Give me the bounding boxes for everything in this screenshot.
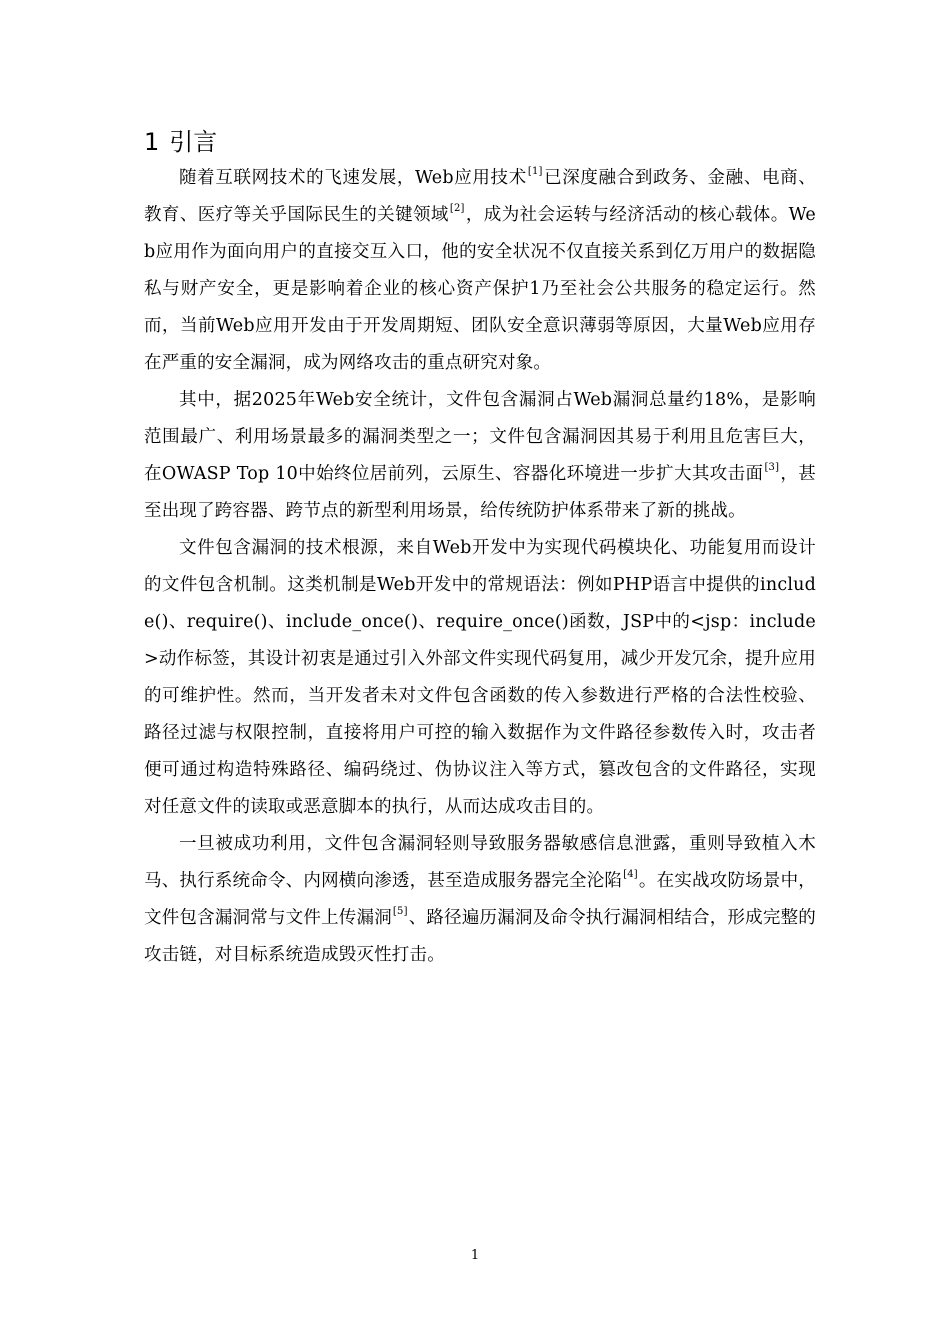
- citation-marker[interactable]: [4]: [623, 869, 638, 880]
- section-number: 1: [144, 128, 160, 156]
- citation-marker[interactable]: [2]: [449, 203, 465, 214]
- paragraph-text: ，成为社会运转与经济活动的核心载体。Web应用作为面向用户的直接交互入口，他的安全状况不仅直接关系到亿万用户的数据隐私与财产安全，更是影响着企业的核心资产保护1乃至社会公共服务的稳定运行。然而，当前Web应用开发由于开发周期短、团队安全意识薄弱等原因，大量Web应用存在严重的安全漏洞，成为网络攻击的重点研究对象。: [144, 205, 816, 373]
- paragraph-text: 其中，据2025年Web安全统计，文件包含漏洞占Web漏洞总量约18%，是影响范围最广、利用场景最多的漏洞类型之一；文件包含漏洞因其易于利用且危害巨大，在OWASP Top 10中始终位居前列，云原生、容器化环境进一步扩大其攻击面: [144, 390, 816, 484]
- paragraph-text: 。在实战攻防场景中，文件包含漏洞常与文件上传漏洞: [144, 871, 816, 928]
- paragraph-text: 随着互联网技术的飞速发展，Web应用技术: [179, 168, 527, 188]
- page-number: 1: [470, 1248, 480, 1263]
- section-title: 引言: [169, 128, 218, 156]
- paragraph: [144, 160, 816, 382]
- citation-marker[interactable]: [1]: [527, 166, 543, 177]
- paragraph-text: 、路径遍历漏洞及命令执行漏洞相结合，形成完整的攻击链，对目标系统造成毁灭性打击。: [144, 908, 816, 965]
- paragraph-text: 一旦被成功利用，文件包含漏洞轻则导致服务器敏感信息泄露，重则导致植入木马、执行系统命令、内网横向渗透，甚至造成服务器完全沦陷: [144, 834, 816, 891]
- paragraph: [144, 530, 816, 826]
- paragraph: [144, 826, 816, 974]
- citation-marker[interactable]: [3]: [764, 462, 780, 473]
- paragraph-text: 已深度融合到政务、金融、电商、教育、医疗等关乎国际民生的关键领域: [144, 168, 816, 225]
- paragraph-text: 文件包含漏洞的技术根源，来自Web开发中为实现代码模块化、功能复用而设计的文件包含机制。这类机制是Web开发中的常规语法：例如PHP语言中提供的include()、require()、include_once()、require_once()函数，JSP中的<jsp：include>动作标签，其设计初衷是通过引入外部文件实现代码复用，减少开发冗余，提升应用的可维护性。然而，当开发者未对文件包含函数的传入参数进行严格的合法性校验、路径过滤与权限控制，直接将用户可控的输入数据作为文件路径参数传入时，攻击者便可通过构造特殊路径、编码绕过、伪协议注入等方式，篡改包含的文件路径，实现对任意文件的读取或恶意脚本的执行，从而达成攻击目的。: [144, 538, 816, 817]
- body-text: [144, 160, 816, 974]
- paragraph-text: ，甚至出现了跨容器、跨节点的新型利用场景，给传统防护体系带来了新的挑战。: [144, 464, 816, 521]
- section-heading: [144, 124, 217, 160]
- page-footer: [0, 1246, 950, 1266]
- citation-marker[interactable]: [5]: [392, 906, 408, 917]
- paragraph: [144, 382, 816, 530]
